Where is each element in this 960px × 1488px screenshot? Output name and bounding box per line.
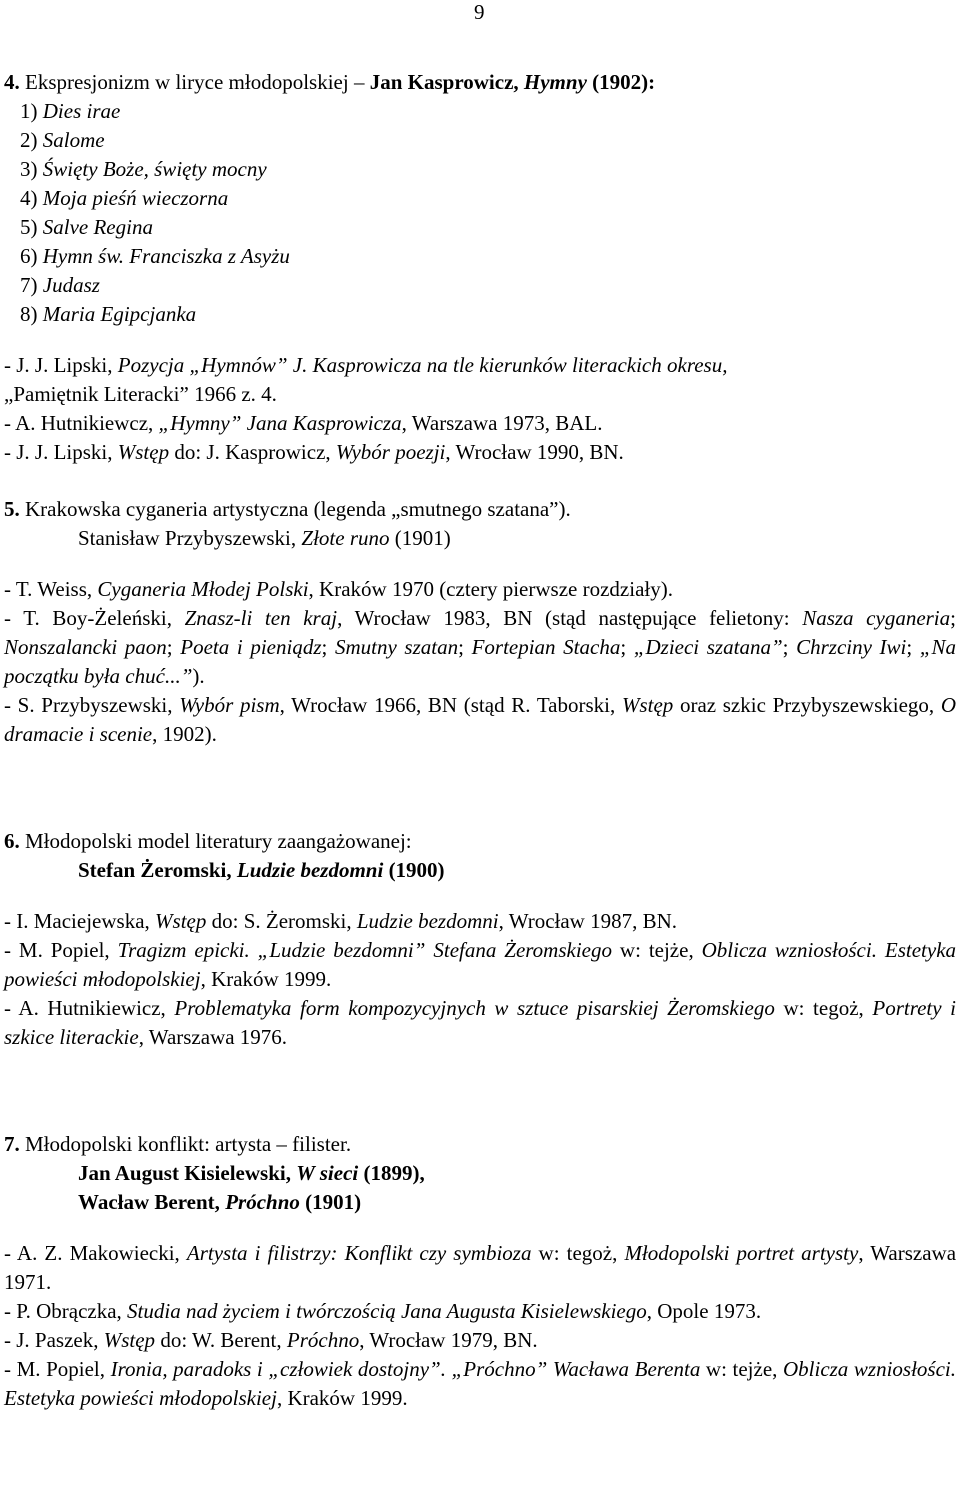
- reference-entry: - M. Popiel, Ironia, paradoks i „człowiek dostojny”. „Próchno” Wacława Berenta w: tejże, Oblicza wzniosłości. Estetyka powieści młodopolskiej, Kraków 1999.: [4, 1357, 956, 1410]
- reference-entry: - T. Weiss, Cyganeria Młodej Polski, Kraków 1970 (cztery pierwsze rozdziały).: [4, 577, 673, 601]
- reference-entry: - J. J. Lipski, Wstęp do: J. Kasprowicz, Wybór poezji, Wrocław 1990, BN.: [4, 440, 624, 464]
- document-body: [4, 68, 956, 1413]
- list-item: 6) Hymn św. Franciszka z Asyżu: [20, 244, 290, 268]
- page-number: 9: [474, 0, 485, 24]
- reference-entry: - M. Popiel, Tragizm epicki. „Ludzie bezdomni” Stefana Żeromskiego w: tejże, Oblicza wzniosłości. Estetyka powieści młodopolskiej, Kraków 1999.: [4, 938, 957, 991]
- list-item: 7) Judasz: [20, 273, 100, 297]
- reference-entry: - P. Obrączka, Studia nad życiem i twórczością Jana Augusta Kisielewskiego, Opole 1973.: [4, 1299, 762, 1323]
- reference-entry: - A. Z. Makowiecki, Artysta i filistrzy: Konflikt czy symbioza w: tegoż, Młodopolski portret artysty, Warszawa 1971.: [4, 1241, 957, 1294]
- reference-entry: - I. Maciejewska, Wstęp do: S. Żeromski, Ludzie bezdomni, Wrocław 1987, BN.: [4, 909, 678, 933]
- list-item: 8) Maria Egipcjanka: [20, 302, 197, 326]
- section-7-subject-1: Jan August Kisielewski, W sieci (1899),: [78, 1161, 425, 1185]
- list-item: 1) Dies irae: [20, 99, 121, 123]
- list-item: 3) Święty Boże, święty mocny: [20, 157, 267, 181]
- section-6-subject: Stefan Żeromski, Ludzie bezdomni (1900): [78, 858, 445, 882]
- section-7-subject-2: Wacław Berent, Próchno (1901): [78, 1190, 362, 1214]
- hymn-list: [4, 97, 956, 329]
- list-item: 5) Salve Regina: [20, 215, 153, 239]
- section-5-subject: Stanisław Przybyszewski, Złote runo (1901): [78, 526, 451, 550]
- reference-entry: - A. Hutnikiewcz, „Hymny” Jana Kasprowicza, Warszawa 1973, BAL.: [4, 411, 603, 435]
- section-5-heading: 5. Krakowska cyganeria artystyczna (legenda „smutnego szatana”).: [4, 497, 571, 521]
- reference-entry: - J. Paszek, Wstęp do: W. Berent, Próchno, Wrocław 1979, BN.: [4, 1328, 538, 1352]
- section-4-heading: 4. Ekspresjonizm w liryce młodopolskiej – Jan Kasprowicz, Hymny (1902):: [4, 70, 656, 94]
- section-7-heading: 7. Młodopolski konflikt: artysta – filister.: [4, 1132, 352, 1156]
- reference-entry: - T. Boy-Żeleński, Znasz-li ten kraj, Wrocław 1983, BN (stąd następujące felietony: Nasza cyganeria; Nonszalancki paon; Poeta i pieniądz; Smutny szatan; Fortepian Stacha; „Dzieci szatana”; Chrzciny Iwi; „Na początku była chuć...”).: [4, 606, 957, 688]
- reference-entry: - A. Hutnikiewicz, Problematyka form kompozycyjnych w sztuce pisarskiej Żeromskiego w: tegoż, Portrety i szkice literackie, Warszawa 1976.: [4, 996, 956, 1049]
- list-item: 4) Moja pieśń wieczorna: [20, 186, 229, 210]
- reference-entry-cont: „Pamiętnik Literacki” 1966 z. 4.: [4, 382, 277, 406]
- section-6-heading: 6. Młodopolski model literatury zaangażowanej:: [4, 829, 412, 853]
- reference-entry: - S. Przybyszewski, Wybór pism, Wrocław 1966, BN (stąd R. Taborski, Wstęp oraz szkic Przybyszewskiego, O dramacie i scenie, 1902).: [4, 693, 956, 746]
- list-item: 2) Salome: [20, 128, 105, 152]
- reference-entry: - J. J. Lipski, Pozycja „Hymnów” J. Kasprowicza na tle kierunków literackich okresu,: [4, 353, 728, 377]
